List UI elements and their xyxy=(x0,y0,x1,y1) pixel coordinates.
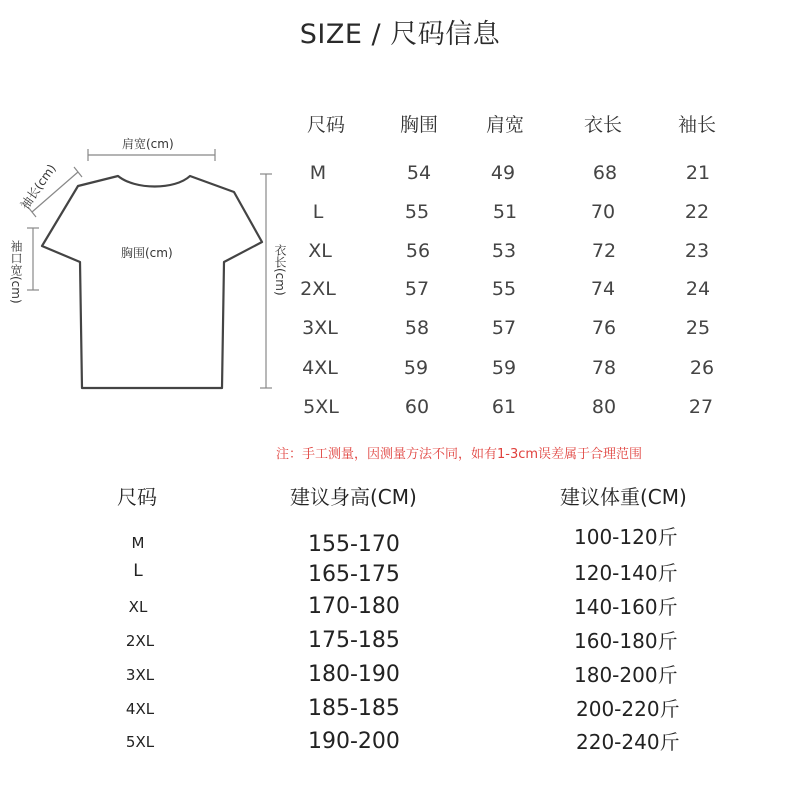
recommend-cell-weight: 120-140斤 xyxy=(574,561,678,585)
recommend-cell-height: 155-170 xyxy=(308,532,400,557)
measure-cell-sleeve: 27 xyxy=(688,396,714,418)
measure-cell-shoulder: 59 xyxy=(491,357,517,379)
measure-row xyxy=(0,236,800,266)
recommend-cell-size: M xyxy=(131,534,145,552)
measure-cell-chest: 59 xyxy=(403,357,429,379)
measure-row xyxy=(0,313,800,343)
measure-cell-chest: 57 xyxy=(404,278,430,300)
measure-cell-shoulder: 61 xyxy=(491,396,517,418)
measure-cell-chest: 60 xyxy=(404,396,430,418)
measure-header-size: 尺码 xyxy=(306,114,345,136)
measure-cell-sleeve: 21 xyxy=(685,162,711,184)
recommend-row xyxy=(0,660,800,690)
measure-header-chest: 胸围 xyxy=(399,114,438,136)
shoulder-label: 肩宽(cm) xyxy=(122,137,174,151)
measure-cell-sleeve: 22 xyxy=(684,201,710,223)
recommend-cell-size: 3XL xyxy=(125,666,155,684)
measure-cell-size: XL xyxy=(308,240,332,262)
recommend-table-header xyxy=(0,482,800,512)
measure-cell-shoulder: 55 xyxy=(491,278,517,300)
measure-header-sleeve: 袖长 xyxy=(677,114,716,136)
page-title: SIZE / 尺码信息 xyxy=(299,19,501,50)
recommend-cell-weight: 180-200斤 xyxy=(574,663,678,687)
measurement-note: 注：手工测量，因测量方法不同，如有1-3cm误差属于合理范围 xyxy=(276,447,643,462)
recommend-cell-weight: 100-120斤 xyxy=(574,525,678,549)
measure-cell-size: 4XL xyxy=(302,357,338,379)
measure-cell-length: 72 xyxy=(591,240,617,262)
measure-cell-length: 74 xyxy=(590,278,616,300)
recommend-row xyxy=(0,592,800,622)
recommend-row xyxy=(0,727,800,757)
recommend-cell-size: L xyxy=(133,561,143,581)
recommend-cell-height: 170-180 xyxy=(308,594,400,619)
measure-cell-size: L xyxy=(312,201,324,223)
cuff-label: 袖口宽(cm) xyxy=(9,240,23,304)
recommend-cell-height: 185-185 xyxy=(308,696,400,721)
measure-cell-chest: 54 xyxy=(406,162,432,184)
chest-label: 胸围(cm) xyxy=(121,246,173,260)
recommend-cell-weight: 160-180斤 xyxy=(574,629,678,653)
measure-cell-sleeve: 23 xyxy=(684,240,710,262)
recommend-cell-weight: 140-160斤 xyxy=(574,595,678,619)
measure-cell-shoulder: 49 xyxy=(490,162,516,184)
recommend-cell-height: 175-185 xyxy=(308,628,400,653)
measure-cell-size: M xyxy=(309,162,327,184)
measure-cell-size: 5XL xyxy=(303,396,339,418)
recommend-cell-size: 5XL xyxy=(125,733,155,751)
measure-row xyxy=(0,392,800,422)
recommend-row xyxy=(0,525,800,558)
recommend-row xyxy=(0,626,800,656)
recommend-cell-height: 165-175 xyxy=(308,562,400,587)
recommend-cell-weight: 220-240斤 xyxy=(576,730,680,754)
measure-cell-shoulder: 57 xyxy=(491,317,517,339)
measure-cell-length: 78 xyxy=(591,357,617,379)
measure-cell-sleeve: 26 xyxy=(689,357,715,379)
measure-cell-chest: 58 xyxy=(404,317,430,339)
measure-cell-length: 80 xyxy=(591,396,617,418)
measure-cell-length: 76 xyxy=(591,317,617,339)
measure-row xyxy=(0,353,800,383)
measure-header-shoulder: 肩宽 xyxy=(485,114,524,136)
recommend-cell-size: XL xyxy=(128,598,148,616)
sleeve-label: 袖长(cm) xyxy=(17,161,59,212)
recommend-header-height: 建议身高(CM) xyxy=(290,485,417,509)
measure-cell-sleeve: 25 xyxy=(685,317,711,339)
recommend-cell-weight: 200-220斤 xyxy=(576,697,680,721)
length-label: 衣长(cm) xyxy=(273,244,287,296)
recommend-header-weight: 建议体重(CM) xyxy=(560,485,687,509)
measure-cell-length: 68 xyxy=(592,162,618,184)
recommend-row xyxy=(0,556,800,586)
measure-cell-length: 70 xyxy=(590,201,616,223)
measure-cell-size: 3XL xyxy=(302,317,338,339)
measure-header-length: 衣长 xyxy=(583,114,622,136)
recommend-cell-size: 2XL xyxy=(125,632,155,650)
recommend-row xyxy=(0,694,800,724)
measure-cell-sleeve: 24 xyxy=(685,278,711,300)
measure-row xyxy=(0,274,800,304)
recommend-cell-height: 180-190 xyxy=(308,662,400,687)
measure-row xyxy=(0,158,800,188)
measure-cell-shoulder: 53 xyxy=(491,240,517,262)
measure-cell-shoulder: 51 xyxy=(492,201,518,223)
recommend-cell-height: 190-200 xyxy=(308,729,400,754)
measure-cell-chest: 56 xyxy=(405,240,431,262)
recommend-cell-size: 4XL xyxy=(125,700,155,718)
measure-row xyxy=(0,197,800,227)
recommend-header-size: 尺码 xyxy=(117,485,157,509)
measure-cell-size: 2XL xyxy=(300,278,336,300)
measure-cell-chest: 55 xyxy=(404,201,430,223)
measure-table-header xyxy=(0,110,800,140)
